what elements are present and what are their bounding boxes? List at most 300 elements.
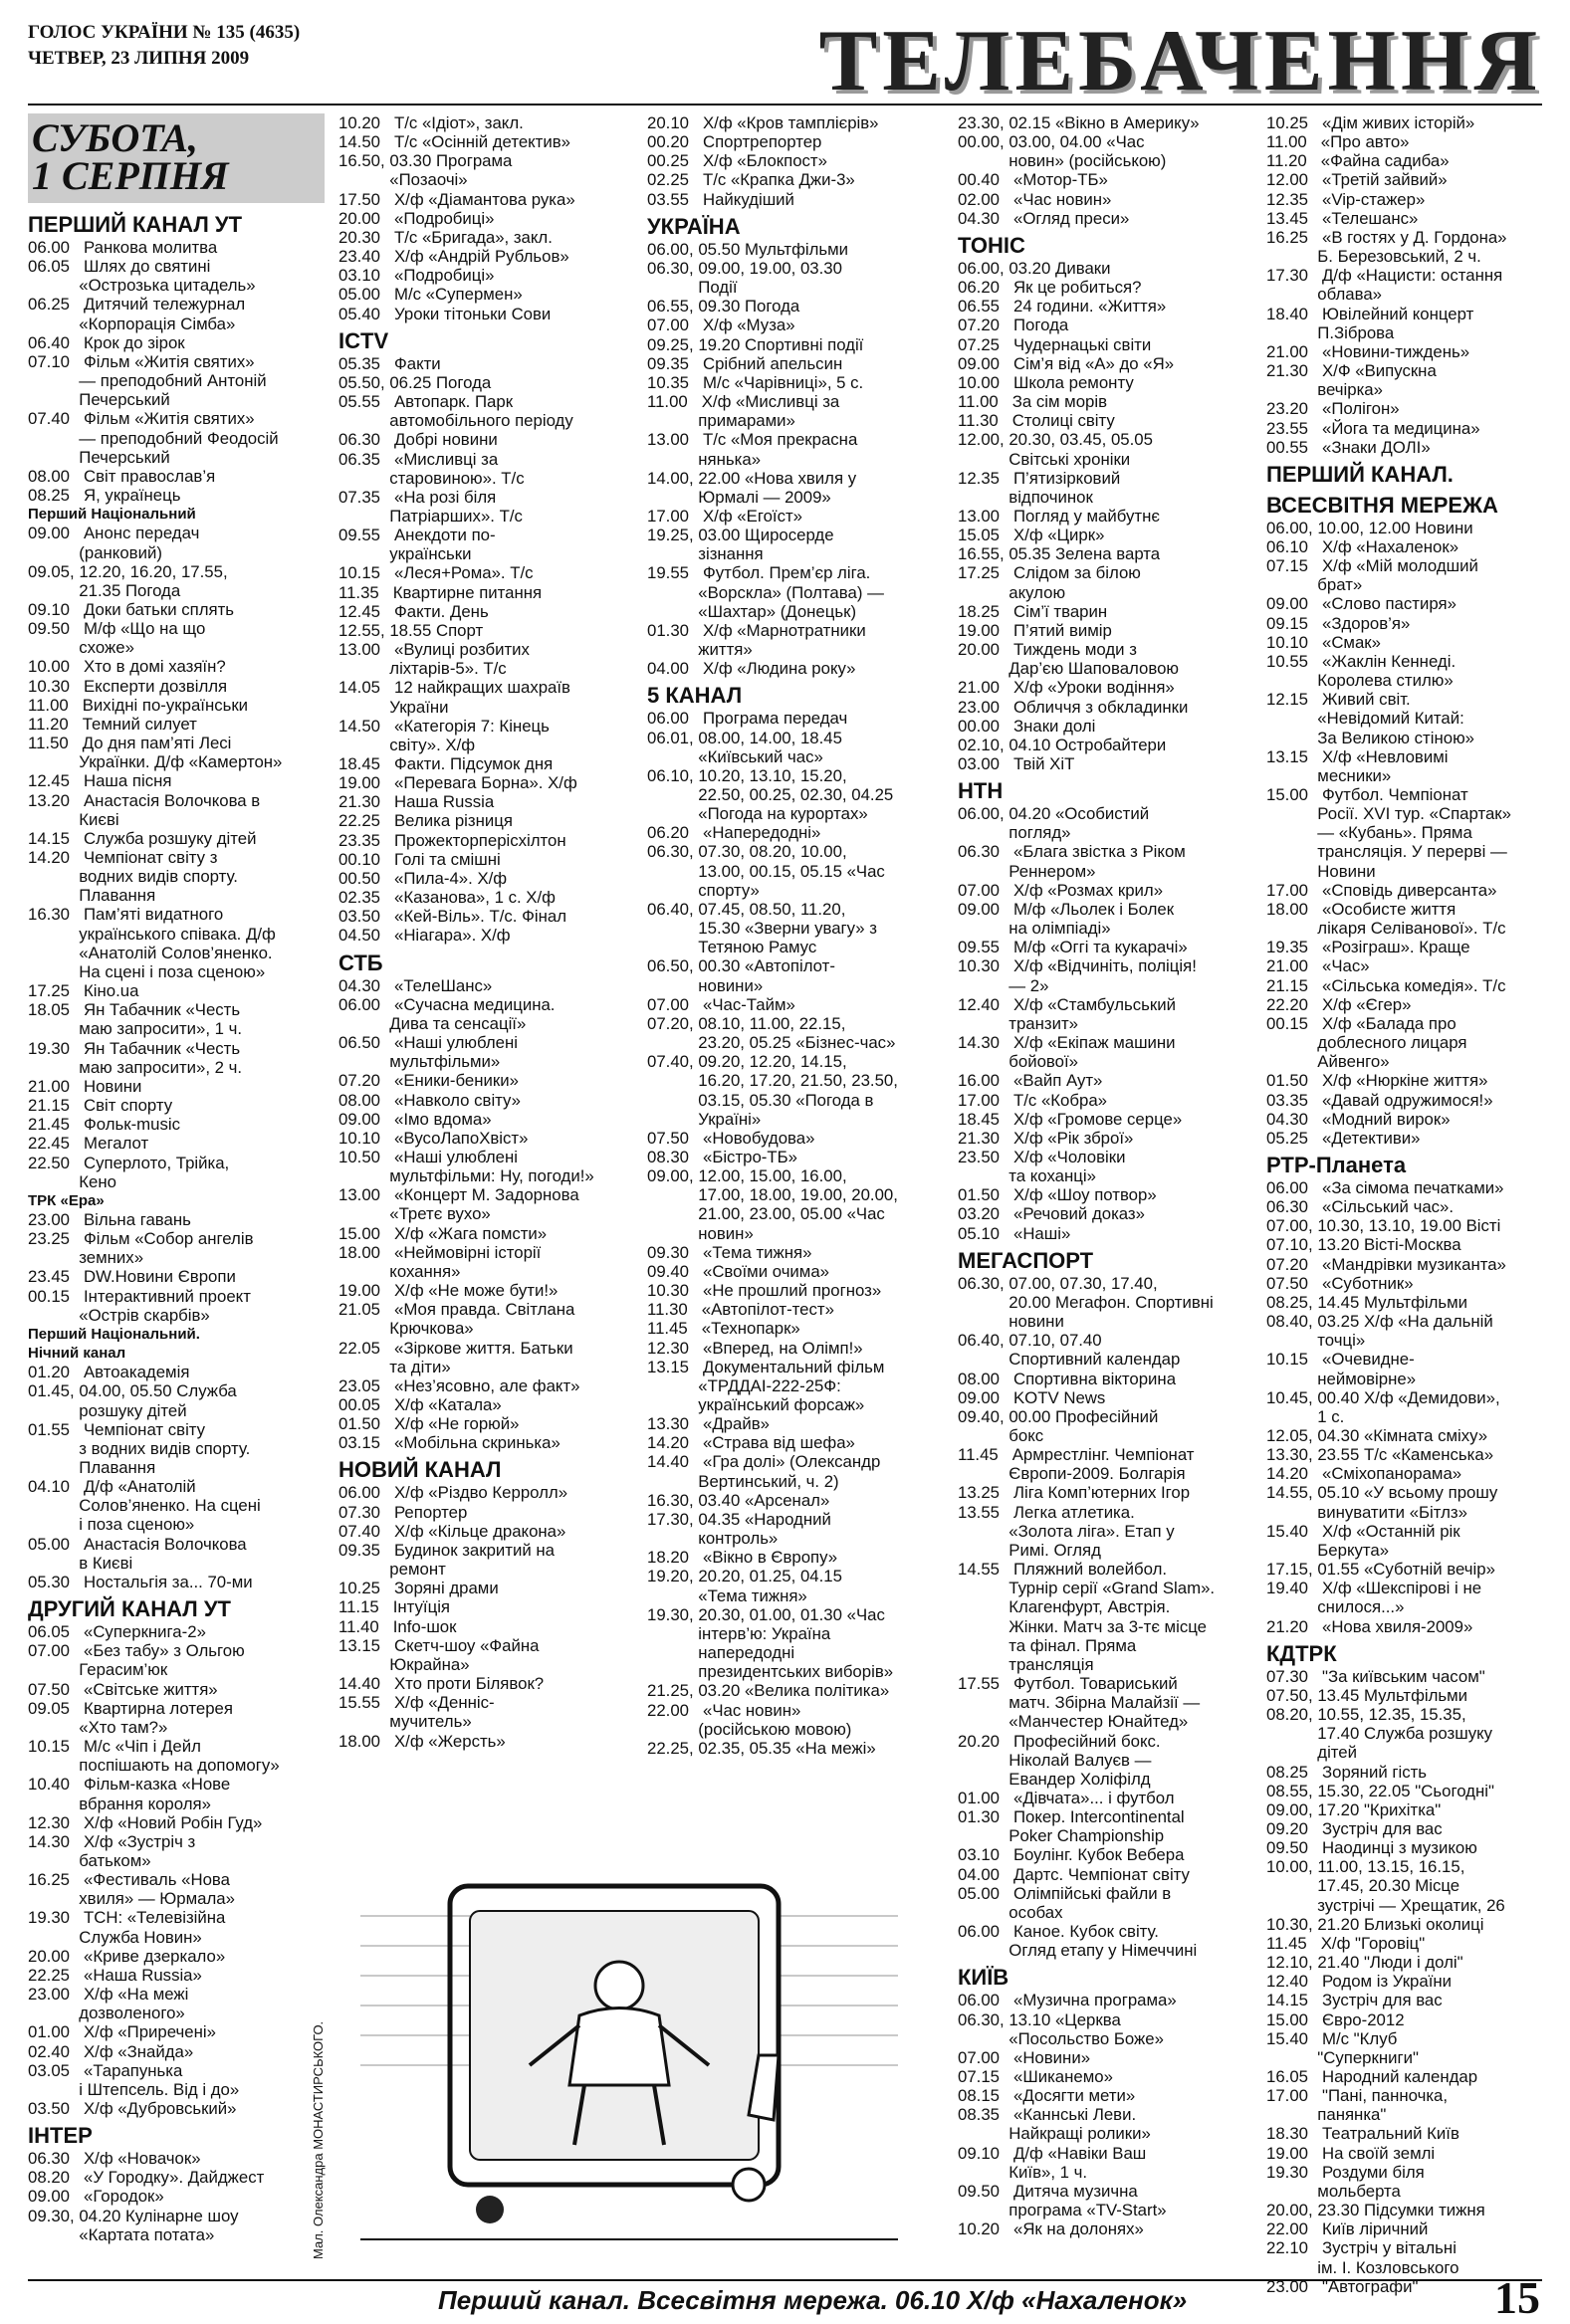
program-line: 22.25 Велика різниця	[338, 811, 513, 831]
program-line: 04.30 «Огляд преси»	[958, 208, 1130, 228]
program-line: 11.45 «Технопарк»	[647, 1319, 800, 1339]
program-line: Ніколай Валуєв —	[958, 1750, 1152, 1770]
program-line: мультфільми: Ну, погоди!»	[338, 1166, 594, 1186]
program-line: 02.10, 04.10 Остробайтери	[958, 735, 1167, 754]
program-line: 14.20 Чемпіонат світу з	[28, 848, 218, 867]
program-line: ремонт	[338, 1560, 446, 1580]
program-line: 04.50 «Ніагара». Х/ф	[338, 926, 511, 946]
program-line: 08.40, 03.25 Х/ф «На дальній	[1266, 1312, 1493, 1332]
day-title	[28, 113, 325, 203]
channel-heading: УКРАЇНА	[647, 213, 741, 239]
program-line: 23.00 Х/ф «На межі	[28, 1985, 189, 2005]
program-line: 07.20, 08.10, 11.00, 22.15,	[647, 1013, 846, 1033]
program-line: 09.05 Квартирна лотерея	[28, 1698, 233, 1718]
program-line: — преподобний Феодосій	[28, 428, 279, 448]
program-line: 06.00 Х/ф «Різдво Керролл»	[338, 1483, 568, 1503]
program-line: 00.55 «Знаки ДОЛІ»	[1266, 437, 1431, 457]
program-line: 01.55 Чемпіонат світу	[28, 1419, 206, 1439]
program-line: 01.30 Покер. Intercontinental	[958, 1807, 1185, 1827]
program-line: 07.50 «Світське життя»	[28, 1679, 218, 1699]
program-line: 10.30 Х/ф «Відчиніть, поліція!	[958, 956, 1197, 976]
program-line: снилося...»	[1266, 1597, 1405, 1617]
program-line: світу». Х/ф	[338, 735, 476, 754]
program-line: 17.15, 01.55 «Суботній вечір»	[1266, 1560, 1495, 1580]
program-line: 02.00 «Час новин»	[958, 189, 1112, 209]
program-line: мольберта	[1266, 2181, 1401, 2201]
program-line: Крючкова»	[338, 1319, 474, 1339]
program-line: 14.20 «Страва від шефа»	[647, 1433, 855, 1453]
program-line: трансляція. У перерві —	[1266, 842, 1507, 862]
program-line: 08.55, 15.30, 22.05 "Сьогодні"	[1266, 1781, 1494, 1800]
program-line: "Суперкниги"	[1266, 2047, 1419, 2067]
program-line: Беркута»	[1266, 1540, 1390, 1560]
program-line: 14.30 Х/ф «Зустріч з	[28, 1831, 196, 1851]
program-line: 04.10 Д/ф «Анатолій	[28, 1477, 196, 1497]
program-line: 03.00 Твій ХіТ	[958, 754, 1075, 773]
program-line: 00.10 Голі та смішні	[338, 849, 501, 869]
program-line: «Картата потата»	[28, 2224, 215, 2244]
program-line: вечірка»	[1266, 380, 1383, 400]
program-line: 13.15 Документальний фільм	[647, 1357, 885, 1376]
program-line: 15.40 М/с "Клуб	[1266, 2028, 1398, 2048]
program-line: 05.00 Олімпійські файли в	[958, 1883, 1172, 1903]
program-line: поспішають на допомогу»	[28, 1756, 280, 1776]
program-line: 11.00 «Про авто»	[1266, 132, 1410, 152]
program-line: 07.00 «Без табу» з Ольгою	[28, 1641, 245, 1661]
program-line: 00.20 Спортрепортер	[647, 132, 822, 152]
program-line: 09.00 Анонс передач	[28, 524, 200, 543]
program-line: 12.05, 04.30 «Кімната сміху»	[1266, 1426, 1488, 1445]
program-line: Плавання	[28, 886, 156, 906]
program-line: 10.10 «Смак»	[1266, 632, 1381, 652]
program-line: земних»	[28, 1248, 144, 1268]
program-line: 10.20 «Як на долонях»	[958, 2219, 1144, 2239]
program-line: 14.30 Х/ф «Екіпаж машини	[958, 1033, 1176, 1053]
program-line: 22.45 Мегалот	[28, 1134, 149, 1154]
program-line: 09.00, 12.00, 15.00, 16.00,	[647, 1166, 847, 1186]
program-line: 02.40 Х/ф «Знайда»	[28, 2041, 194, 2061]
program-line: новини»	[647, 975, 764, 995]
channel-subheading: Перший Національний.	[28, 1325, 200, 1343]
program-line: контроль»	[647, 1529, 779, 1549]
program-line: 23.05 «Нез’ясовно, але факт»	[338, 1375, 580, 1395]
program-line: особах	[958, 1902, 1063, 1922]
program-line: президентських виборів»	[647, 1662, 894, 1682]
program-line: 23.00 Вільна гавань	[28, 1209, 191, 1229]
program-line: 06.30 Добрі новини	[338, 430, 498, 450]
program-line: 10.20 Т/с «Ідіот», закл.	[338, 113, 524, 132]
program-line: погляд»	[958, 823, 1071, 843]
program-line: Жінки. Матч за 3-тє місце	[958, 1616, 1207, 1636]
program-line: українського співака. Д/ф	[28, 924, 276, 944]
program-line: 21.15 «Сільська комедія». Т/с	[1266, 975, 1506, 995]
program-line: 08.35 «Каннські Леви.	[958, 2105, 1137, 2125]
program-line: 16.30, 03.40 «Арсенал»	[647, 1490, 830, 1510]
program-line: 06.25 Дитячий тележурнал	[28, 295, 246, 315]
program-line: 09.00, 17.20 "Крихітка"	[1266, 1799, 1442, 1819]
program-line: 06.55 24 години. «Життя»	[958, 297, 1167, 317]
program-line: 00.15 Інтерактивний проект	[28, 1286, 251, 1306]
program-line: новин»	[647, 1223, 754, 1243]
program-line: 20.00, 23.30 Підсумки тижня	[1266, 2201, 1485, 2220]
program-line: спорту»	[647, 880, 760, 900]
program-line: 03.20 «Речовий доказ»	[958, 1204, 1145, 1224]
program-line: 08.25 Зоряний гість	[1266, 1762, 1428, 1782]
program-line: зустрічі — Хрещатик, 26	[1266, 1895, 1505, 1915]
program-line: 23.30, 02.15 «Вікно в Америку»	[958, 113, 1200, 132]
column-3	[647, 113, 946, 1766]
program-line: 21.00 «Час»	[1266, 956, 1370, 976]
program-line: месники»	[1266, 765, 1392, 785]
program-line: 04.30 «ТелеШанс»	[338, 975, 493, 995]
channel-heading: 5 КАНАЛ	[647, 683, 743, 709]
program-line: «Острозька цитадель»	[28, 276, 256, 296]
program-line: 09.20 Зустріч для вас	[1266, 1818, 1443, 1838]
program-line: 03.35 «Давай одружимося!»	[1266, 1090, 1493, 1110]
program-line: 07.15 «Шиканемо»	[958, 2067, 1113, 2086]
program-line: Реннером»	[958, 861, 1096, 881]
program-line: 13.00 Погляд у майбутнє	[958, 506, 1160, 526]
program-line: На сцені і поза сценою»	[28, 961, 266, 981]
program-line: 06.05 «Суперкнига-2»	[28, 1622, 206, 1642]
program-line: 12.00 «Третій зайвий»	[1266, 170, 1448, 190]
program-line: Патріарших». Т/с	[338, 506, 523, 526]
program-line: 19.20, 20.20, 01.25, 04.15	[647, 1567, 842, 1586]
program-line: 04.00 Дартс. Чемпіонат світу	[958, 1864, 1190, 1884]
issue-info	[28, 20, 625, 72]
program-line: 06.40, 07.45, 08.50, 11.20,	[647, 899, 846, 919]
program-line: 14.15 Зустріч для вас	[1266, 1991, 1443, 2010]
program-line: 23.50 Х/ф «Чоловіки	[958, 1147, 1126, 1166]
program-line: 18.00 Х/ф «Жерсть»	[338, 1731, 506, 1751]
program-line: 11.15 Інтуїція	[338, 1597, 451, 1617]
program-line: трансляція	[958, 1654, 1094, 1674]
program-line: Найкращі ролики»	[958, 2124, 1151, 2144]
day-title-line: СУБОТА,	[32, 115, 198, 160]
program-line: 09.15 «Здоров’я»	[1266, 613, 1411, 633]
program-line: Клагенфурт, Австрія.	[958, 1597, 1171, 1617]
program-line: Київ», 1 ч.	[958, 2162, 1088, 2182]
program-line: 21.30 Наша Russia	[338, 792, 495, 812]
program-line: Росії. XVI тур. «Спартак»	[1266, 804, 1511, 824]
program-line: 05.10 «Наші»	[958, 1223, 1071, 1243]
program-line: 10.10 «ВусоЛапоХвіст»	[338, 1128, 529, 1148]
program-line: 15.55 Х/ф «Денніс-	[338, 1693, 495, 1713]
program-line: 21.20 «Нова хвиля-2009»	[1266, 1616, 1473, 1636]
program-line: 16.25 «В гостях у Д. Гордона»	[1266, 227, 1507, 247]
program-line: 23.45 DW.Новини Європи	[28, 1267, 236, 1287]
program-line: 06.50, 00.30 «Автопілот-	[647, 956, 835, 976]
program-line: 16.50, 03.30 Програма	[338, 151, 513, 171]
program-line: 06.35 «Мисливці за	[338, 449, 499, 469]
program-line: бокс	[958, 1426, 1044, 1445]
program-line: 17.00, 18.00, 19.00, 20.00,	[647, 1185, 898, 1205]
program-line: 10.15 «Леся+Рома». Т/с	[338, 563, 534, 583]
program-line: 20.00 Мегафон. Спортивні	[958, 1292, 1214, 1312]
program-line: 22.25 «Наша Russia»	[28, 1965, 202, 1985]
program-line: 03.50 Х/ф «Дубровський»	[28, 2099, 237, 2118]
program-line: Тетяною Рамус	[647, 938, 817, 957]
program-line: 13.00 «Концерт М. Задорнова	[338, 1185, 579, 1205]
program-line: 05.00 М/с «Супермен»	[338, 285, 523, 305]
program-line: «Київський час»	[647, 746, 823, 766]
program-line: Герасим’юк	[28, 1660, 168, 1680]
program-line: 11.20 «Файна садиба»	[1266, 151, 1450, 171]
program-line: 17.40 Служба розшуку	[1266, 1724, 1493, 1744]
channel-heading: ICTV	[338, 327, 389, 353]
program-line: Українки. Д/ф «Камертон»	[28, 752, 283, 772]
program-line: Турнір серії «Grand Slam».	[958, 1579, 1216, 1598]
program-line: маю запросити», 2 ч.	[28, 1057, 243, 1077]
program-line: 09.35 Будинок закритий на	[338, 1540, 556, 1560]
program-line: на олімпіаді»	[958, 919, 1111, 939]
program-line: 19.25, 03.00 Щиросерде	[647, 526, 834, 545]
program-line: Евандер Холіфілд	[958, 1769, 1151, 1789]
program-line: 06.20 Як це робиться?	[958, 278, 1142, 298]
program-line: «Третє вухо»	[338, 1204, 491, 1224]
program-line: 21.00, 23.00, 05.00 «Час	[647, 1204, 885, 1224]
program-line: 03.15 «Мобільна скринька»	[338, 1433, 561, 1453]
program-line: 12.30 «Вперед, на Олімп!»	[647, 1338, 863, 1358]
channel-heading: МЕГАСПОРТ	[958, 1247, 1094, 1273]
program-line: 06.10 Х/ф «Нахаленок»	[1266, 536, 1459, 556]
program-line: 07.10 Фільм «Житія святих»	[28, 351, 255, 371]
program-line: неймовірне»	[1266, 1369, 1417, 1388]
program-line: лікаря Селіванової». Т/с	[1266, 919, 1506, 939]
program-line: 09.10 Доки батьки сплять	[28, 599, 235, 619]
program-line: 17.00 Т/с «Кобра»	[958, 1090, 1107, 1110]
program-line: 07.00 Х/ф «Муза»	[647, 316, 795, 335]
program-line: Б. Березовський, 2 ч.	[1266, 247, 1481, 267]
program-line: 14.55, 05.10 «У всьому прошу	[1266, 1483, 1498, 1503]
program-line: 07.40, 09.20, 12.20, 14.15,	[647, 1052, 847, 1072]
program-line: Печерський	[28, 390, 170, 410]
program-line: «Острів скарбів»	[28, 1305, 210, 1325]
program-line: життя»	[647, 640, 753, 660]
program-line: «Хто там?»	[28, 1717, 168, 1737]
program-line: 09.30 «Тема тижня»	[647, 1242, 812, 1262]
program-line: 11.00 Х/ф «Мисливці за	[647, 392, 840, 412]
program-line: 23.20, 05.25 «Бізнес-час»	[647, 1033, 896, 1053]
program-line: 11.00 За сім морів	[958, 392, 1108, 412]
program-line: 11.30 «Автопілот-тест»	[647, 1300, 834, 1320]
program-line: «Тема тижня»	[647, 1585, 807, 1605]
program-line: 11.35 Квартирне питання	[338, 582, 543, 602]
header-divider	[28, 104, 1542, 106]
program-line: 19.30 Роздуми біля	[1266, 2162, 1425, 2182]
program-line: 15.05 Х/ф «Цирк»	[958, 526, 1105, 545]
program-line: 19.35 «Розіграш». Краще	[1266, 938, 1470, 957]
program-line: схоже»	[28, 638, 134, 658]
program-line: 07.40 Х/ф «Кільце дракона»	[338, 1521, 566, 1541]
program-line: 14.00, 22.00 «Нова хвиля у	[647, 468, 857, 488]
program-line: 06.30, 07.30, 08.20, 10.00,	[647, 842, 847, 862]
program-line: 07.00, 10.30, 13.10, 19.00 Вісті	[1266, 1216, 1501, 1236]
program-line: 05.40 Уроки тітоньки Сови	[338, 304, 552, 323]
program-line: 06.00 «Сучасна медицина.	[338, 994, 556, 1014]
program-line: 19.40 Х/ф «Шекспірові і не	[1266, 1579, 1482, 1598]
program-line: 14.15 Служба розшуку дітей	[28, 828, 257, 848]
program-line: «Анатолій Солов’яненко.	[28, 943, 273, 962]
program-line: 06.40 Крок до зірок	[28, 332, 185, 352]
program-line: «Корпорація Сімба»	[28, 314, 236, 333]
program-line: 14.40 «Гра долі» (Олександр	[647, 1452, 881, 1472]
channel-heading: СТБ	[338, 950, 383, 975]
program-line: (російською мовою)	[647, 1719, 852, 1739]
program-line: 16.55, 05.35 Зелена варта	[958, 544, 1161, 564]
program-line: «Золота ліга». Етап у	[958, 1521, 1175, 1541]
program-line: 01.30 Х/ф «Марнотратники	[647, 620, 866, 640]
program-line: 10.00 Школа ремонту	[958, 372, 1134, 392]
channel-heading: ПЕРШИЙ КАНАЛ.	[1266, 461, 1454, 487]
program-line: 00.40 «Мотор-ТБ»	[958, 170, 1108, 190]
program-line: 06.50 «Наші улюблені	[338, 1033, 518, 1053]
program-line: 22.50, 00.25, 02.30, 04.25	[647, 785, 894, 804]
program-line: брат»	[1266, 575, 1363, 595]
program-line: Дар’єю Шаповаловою	[958, 659, 1180, 679]
program-line: 07.50, 13.45 Мультфільми	[1266, 1685, 1468, 1705]
program-line: 03.15, 05.30 «Погода в	[647, 1090, 874, 1110]
program-line: 03.55 Найкудіший	[647, 189, 794, 209]
program-line: українськи	[338, 544, 472, 564]
program-line: 04.00 Х/ф «Людина року»	[647, 659, 856, 679]
program-line: український форсаж»	[647, 1395, 865, 1414]
program-line: (ранковий)	[28, 542, 162, 562]
program-line: хвиля» — Юрмала»	[28, 1889, 235, 1909]
program-line: доблесного лицаря	[1266, 1033, 1467, 1053]
program-line: 20.10 Х/ф «Кров тамплієрів»	[647, 113, 879, 132]
program-line: 08.20 «У Городку». Дайджест	[28, 2168, 265, 2188]
program-line: 01.50 Х/ф «Не горюй»	[338, 1414, 520, 1434]
program-line: напередодні	[647, 1643, 795, 1663]
program-line: акулою	[958, 582, 1066, 602]
column-5	[1266, 113, 1565, 2296]
program-line: автомобільного періоду	[338, 411, 573, 431]
program-line: 05.50, 06.25 Погода	[338, 372, 492, 392]
program-line: «Манчестер Юнайтед»	[958, 1712, 1189, 1732]
program-line: 07.30 Репортер	[338, 1502, 468, 1522]
program-line: Дива та сенсації»	[338, 1013, 527, 1033]
program-line: 22.50 Суперлото, Трійка,	[28, 1153, 230, 1172]
program-line: 06.30, 07.00, 07.30, 17.40,	[958, 1273, 1158, 1293]
program-line: 10.40 Фільм-казка «Нове	[28, 1775, 231, 1795]
program-line: 08.20, 10.55, 12.35, 15.35,	[1266, 1705, 1466, 1725]
program-line: 06.05 Шлях до святині	[28, 257, 211, 277]
program-line: 12.15 Живий світ.	[1266, 690, 1411, 710]
program-line: Печерський	[28, 447, 170, 467]
program-line: 12.35 П’ятизірковий	[958, 468, 1121, 488]
program-line: 09.30, 04.20 Кулінарне шоу	[28, 2206, 239, 2225]
program-line: 06.20 «Напередодні»	[647, 823, 821, 843]
program-line: 21.45 Фольк-music	[28, 1115, 180, 1135]
program-line: 13.00 Т/с «Моя прекрасна	[647, 430, 858, 450]
program-line: 21.00 «Новини-тиждень»	[1266, 341, 1470, 361]
program-line: 09.40, 00.00 Професійний	[958, 1406, 1159, 1426]
program-line: 13.45 «Телешанс»	[1266, 208, 1419, 228]
column-1	[28, 113, 325, 2273]
program-line: 17.00 "Пані, панночка,	[1266, 2086, 1449, 2106]
program-line: 06.00 Програма передач	[647, 709, 848, 729]
program-line: 09.50 М/ф «Що на що	[28, 619, 206, 639]
program-line: 23.20 «Полігон»	[1266, 399, 1400, 419]
program-line: 06.55, 09.30 Погода	[647, 297, 800, 317]
program-line: 03.05 «Тарапунька	[28, 2060, 183, 2080]
program-line: — преподобний Антоній	[28, 371, 267, 391]
program-line: 07.30 "За київським часом"	[1266, 1666, 1485, 1686]
program-line: 12.40 Родом із України	[1266, 1972, 1453, 1992]
program-line: 06.30 «Блага звістка з Ріком	[958, 842, 1186, 862]
program-line: примарами»	[647, 411, 795, 431]
program-line: 06.00, 05.50 Мультфільми	[647, 239, 849, 259]
program-line: 14.40 Хто проти Білявок?	[338, 1674, 545, 1694]
program-line: 10.30 Експерти дозвілля	[28, 676, 228, 696]
program-line: 17.55 Футбол. Товариський	[958, 1674, 1178, 1694]
program-line: вбрання короля»	[28, 1794, 211, 1813]
program-line: 23.55 «Йога та медицина»	[1266, 418, 1480, 438]
program-line: 05.55 Автопарк. Парк	[338, 392, 514, 412]
program-line: маю запросити», 1 ч.	[28, 1019, 243, 1039]
program-line: 07.50 «Новобудова»	[647, 1128, 815, 1148]
program-line: 15.00 Євро-2012	[1266, 2009, 1405, 2029]
program-line: 02.35 «Казанова», 1 с. Х/ф	[338, 888, 556, 908]
program-line: 14.20 «Сміхопанорама»	[1266, 1464, 1462, 1484]
program-line: 01.50 Х/ф «Шоу потвор»	[958, 1185, 1157, 1205]
program-line: Юкрайна»	[338, 1654, 470, 1674]
program-line: 10.15 «Очевидне-	[1266, 1350, 1415, 1370]
program-line: 07.20 «Еники-беники»	[338, 1071, 519, 1091]
program-line: 06.00 Каное. Кубок світу.	[958, 1922, 1159, 1942]
program-line: 17.45, 20.30 Місце	[1266, 1876, 1460, 1896]
program-line: 00.05 Х/ф «Катала»	[338, 1395, 502, 1414]
program-line: 12.35 «Vip-стажер»	[1266, 189, 1426, 209]
program-line: 09.25, 19.20 Спортивні події	[647, 334, 864, 354]
program-line: 23.25 Фільм «Собор ангелів	[28, 1229, 254, 1249]
program-line: 07.50 «Суботник»	[1266, 1273, 1414, 1293]
program-line: 08.25 Я, українець	[28, 486, 181, 506]
program-line: 20.30 Т/с «Бригада», закл.	[338, 227, 553, 247]
program-line: 10.30 «Не прошлий прогноз»	[647, 1281, 882, 1301]
program-line: 17.25 Слідом за білою	[958, 563, 1141, 583]
program-line: 21.30 Х/Ф «Випускна	[1266, 361, 1437, 381]
footer-promo: Перший канал. Всесвітня мережа. 06.10 Х/ф «Нахаленок»	[438, 2285, 1188, 2315]
program-line: 23.00 Обличчя з обкладинки	[958, 697, 1189, 717]
program-line: Києві	[28, 809, 119, 829]
program-line: 18.30 Театральний Київ	[1266, 2124, 1459, 2144]
program-line: 18.45 Х/ф «Громове серце»	[958, 1109, 1183, 1129]
program-line: 16.05 Народний календар	[1266, 2067, 1478, 2086]
program-line: Кено	[28, 1171, 116, 1191]
program-line: 00.25 Х/ф «Блокпост»	[647, 151, 827, 171]
program-line: матч. Збірна Малайзії —	[958, 1693, 1201, 1713]
program-line: 08.15 «Досягти мети»	[958, 2086, 1136, 2106]
program-line: 06.00 «Музична програма»	[958, 1991, 1177, 2010]
program-line: 07.20 «Мандрівки музиканта»	[1266, 1254, 1506, 1274]
program-line: відпочинок	[958, 487, 1093, 507]
program-line: 19.30, 20.30, 01.00, 01.30 «Час	[647, 1604, 885, 1624]
program-line: Айвенго»	[1266, 1052, 1390, 1072]
program-line: 12.00, 20.30, 03.45, 05.05	[958, 430, 1153, 450]
program-line: — «Кубань». Пряма	[1266, 823, 1472, 843]
program-line: 15.30 «Зверни увагу» з	[647, 919, 877, 939]
channel-heading: КИЇВ	[958, 1965, 1009, 1991]
program-line: 00.00, 03.00, 04.00 «Час	[958, 132, 1145, 152]
program-line: 04.30 «Модний вирок»	[1266, 1109, 1451, 1129]
program-line: 09.40 «Своїми очима»	[647, 1261, 830, 1281]
program-line: 05.35 Факти	[338, 353, 441, 373]
program-line: водних видів спорту.	[28, 867, 238, 887]
program-line: 07.40 Фільм «Житія святих»	[28, 409, 255, 429]
program-line: 14.50 Т/с «Осінній детектив»	[338, 132, 570, 152]
